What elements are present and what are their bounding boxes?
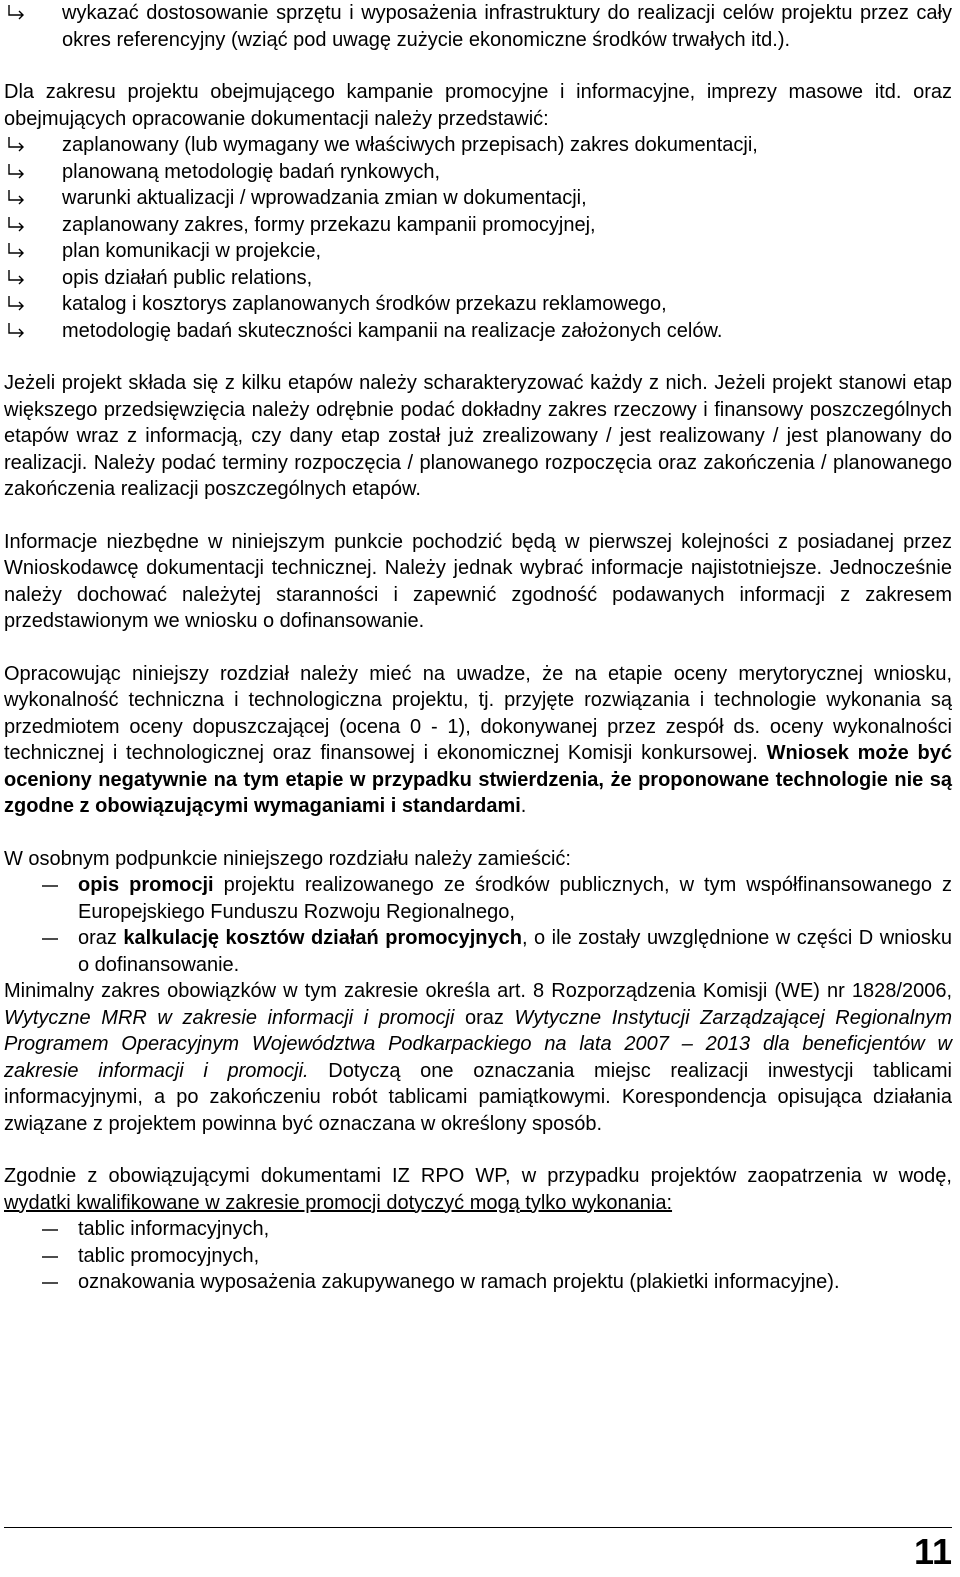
list-item: wykazać dostosowanie sprzętu i wyposażenia infrastruktury do realizacji celów projektu przez cały okres referencyjny (wziąć pod uwagę zużycie ekonomiczne środków trwałych itd.). [4, 0, 952, 53]
paragraph: Informacje niezbędne w niniejszym punkcie pochodzić będą w pierwszej kolejności z posiadanej przez Wnioskodawcę dokumentacji technicznej. Należy jednak wybrać informacje najistotniejsze. Jednocześnie należy dochować należytej staranności i zapewnić zgodność podawanych informacji z zakresem przedstawionym we wniosku o dofinansowanie. [4, 530, 952, 632]
underlined-text: wydatki kwalifikowane w zakresie promocji dotyczyć mogą tylko wykonania: [4, 1191, 673, 1214]
footer-divider [4, 1527, 952, 1528]
list-item: oznakowania wyposażenia zakupywanego w ramach projektu (plakietki informacyjne). [4, 1269, 952, 1296]
paragraph: Jeżeli projekt składa się z kilku etapów należy scharakteryzować każdy z nich. Jeżeli projekt stanowi etap większego przedsięwzięcia należy odrębnie podać dokładny zakres rzeczowy i finansowy poszczególnych etapów wraz z informacją, czy dany etap został już zrealizowany / jest realizowany / jest planowany do realizacji. Należy podać terminy rozpoczęcia / planowanego rozpoczęcia oraz zakończenia / planowanego zakończenia realizacji poszczególnych etapów. [4, 372, 952, 500]
eligible-expenses-list [4, 1216, 952, 1296]
list-item: metodologię badań skuteczności kampanii na realizacje założonych celów. [4, 318, 952, 345]
list-item: planowaną metodologię badań rynkowych, [4, 159, 952, 186]
dash-bullet-icon [42, 1269, 58, 1295]
top-list [4, 0, 952, 53]
paragraph: Minimalny zakres obowiązków w tym zakresie określa art. 8 Rozporządzenia Komisji (WE) nr 1828/2006, Wytyczne MRR w zakresie informacji i promocji oraz Wytyczne Instytucji Zarządzającej Regionalnym Programem Operacyjnym Województwa Podkarpackiego na lata 2007 – 2013 dla beneficjentów w zakresie informacji i promocji. Dotyczą one oznaczania miejsc realizacji inwestycji tablicami informacyjnymi, a po zakończeniu robót tablicami pamiątkowymi. Korespondencja opisująca działania związane z projektem powinna być oznaczana w określony sposób. [4, 980, 953, 1135]
list-item: warunki aktualizacji / wprowadzania zmian w dokumentacji, [4, 185, 952, 212]
paragraph: Opracowując niniejszy rozdział należy mieć na uwadze, że na etapie oceny merytorycznej wniosku, wykonalność techniczna i technologiczna projektu, tj. przyjęte rozwiązania i technologie wykonania są przedmiotem oceny dopuszczającej (ocena 0 - 1), dokonywanej przez zespół ds. oceny wykonalności technicznej i technologicznej oraz finansowej i ekonomicznej Komisji konkursowej. Wniosek może być oceniony negatywnie na tym etapie w przypadku stwierdzenia, że proponowane technologie nie są zgodne z obowiązującymi wymaganiami i standardami. [4, 662, 953, 817]
list-item: tablic promocyjnych, [4, 1243, 952, 1270]
dash-bullet-icon [42, 1243, 58, 1269]
paragraph: Dla zakresu projektu obejmującego kampanie promocyjne i informacyjne, imprezy masowe itd. oraz obejmujących opracowanie dokumentacji należy przedstawić: [4, 81, 952, 130]
arrow-bullet-icon [6, 318, 28, 344]
promotion-list [4, 872, 952, 978]
list-item: plan komunikacji w projekcie, [4, 238, 952, 265]
arrow-bullet-icon [6, 185, 28, 211]
list-item: opis działań public relations, [4, 265, 952, 292]
paragraph: Zgodnie z obowiązującymi dokumentami IZ RPO WP, w przypadku projektów zaopatrzenia w wodę, wydatki kwalifikowane w zakresie promocji dotyczyć mogą tylko wykonania: [4, 1165, 952, 1214]
arrow-bullet-icon [6, 265, 28, 291]
arrow-bullet-icon [6, 159, 28, 185]
arrow-bullet-icon [6, 132, 28, 158]
dash-bullet-icon [42, 1216, 58, 1242]
page-number: 11 [913, 1531, 952, 1572]
document-page [4, 0, 952, 1296]
arrow-bullet-icon [6, 0, 28, 26]
list-item: zaplanowany zakres, formy przekazu kampanii promocyjnej, [4, 212, 952, 239]
emphasis-text: Wniosek może być oceniony negatywnie na tym etapie w przypadku stwierdzenia, że proponowane technologie nie są zgodne z obowiązującymi wymaganiami i standardami [4, 742, 953, 817]
list-item: katalog i kosztorys zaplanowanych środków przekazu reklamowego, [4, 291, 952, 318]
arrow-bullet-icon [6, 238, 28, 264]
list-item: tablic informacyjnych, [4, 1216, 952, 1243]
documentation-list [4, 132, 952, 344]
dash-bullet-icon [42, 925, 58, 951]
paragraph: W osobnym podpunkcie niniejszego rozdziału należy zamieścić: [4, 847, 571, 870]
dash-bullet-icon [42, 872, 58, 898]
arrow-bullet-icon [6, 212, 28, 238]
list-item: oraz kalkulację kosztów działań promocyjnych, o ile zostały uwzględnione w części D wniosku o dofinansowanie. [4, 925, 952, 978]
list-item: zaplanowany (lub wymagany we właściwych przepisach) zakres dokumentacji, [4, 132, 952, 159]
list-item: opis promocji projektu realizowanego ze środków publicznych, w tym współfinansowanego z Europejskiego Funduszu Rozwoju Regionalnego, [4, 872, 952, 925]
arrow-bullet-icon [6, 291, 28, 317]
